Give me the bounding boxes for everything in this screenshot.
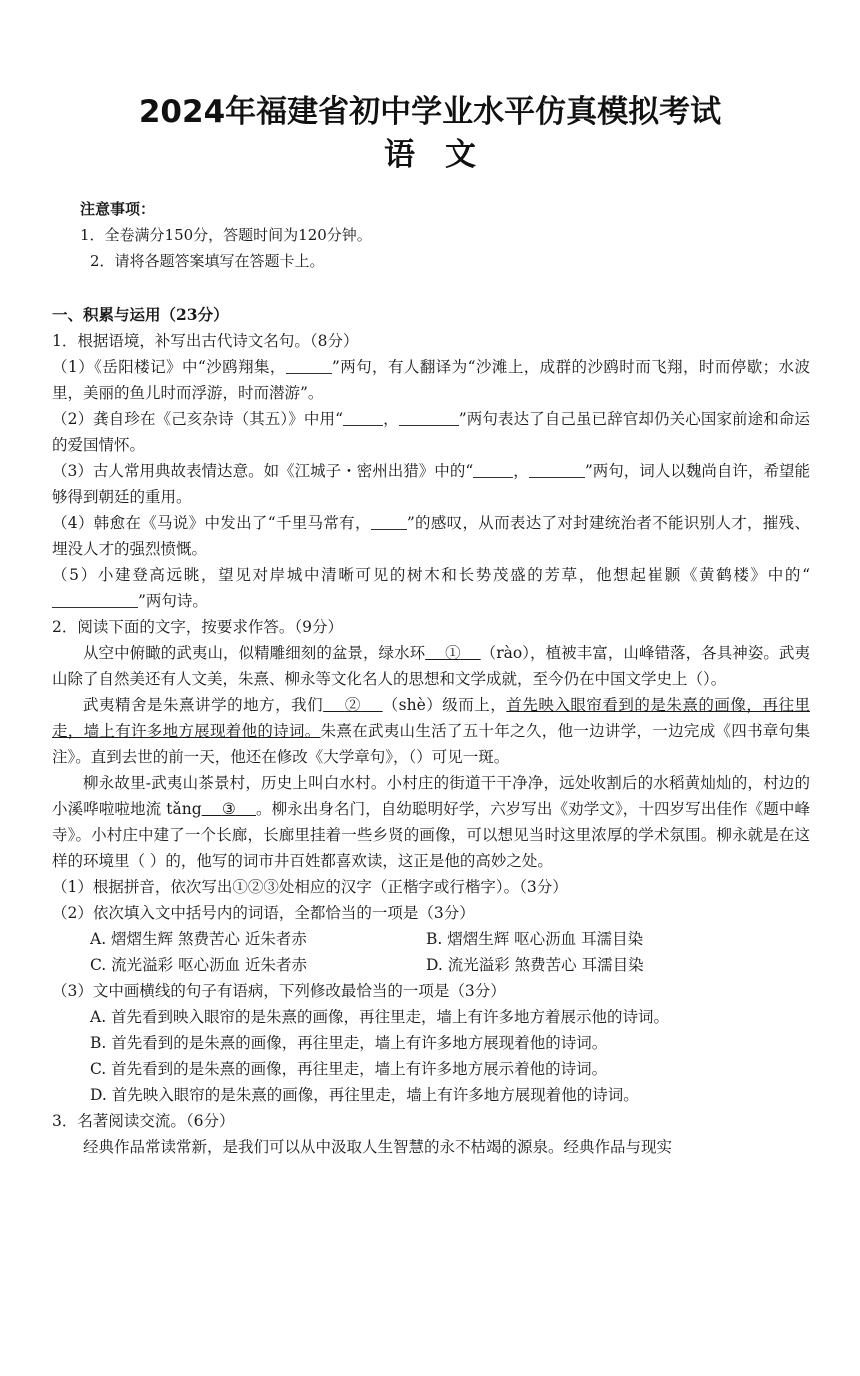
question-1-item-5: （5）小建登高远眺，望见对岸城中清晰可见的树木和长势茂盛的芳草，他想起崔颢《黄鹤楼》中的“”两句诗。 bbox=[52, 566, 810, 610]
question-3-stem: 3．名著阅读交流。（6分） bbox=[52, 1112, 235, 1130]
question-1-stem: 1．根据语境，补写出古代诗文名句。（8分） bbox=[52, 332, 359, 350]
answer-blank bbox=[343, 408, 383, 426]
answer-blank bbox=[52, 590, 138, 608]
sub-question-1: （1）根据拼音，依次写出①②③处相应的汉字（正楷字或行楷字）。（3分） bbox=[52, 878, 568, 896]
option-b: B. 首先看到的是朱熹的画像，再往里走，墙上有许多地方展现着他的诗词。 bbox=[90, 1034, 608, 1052]
question-2-stem: 2．阅读下面的文字，按要求作答。（9分） bbox=[52, 618, 343, 636]
underlined-sentence: 首先映入眼帘看到的是朱熹的画像，再往里走，墙上有许多地方展现着他的诗词。 bbox=[52, 696, 810, 740]
option-c: C. 首先看到的是朱熹的画像，再往里走，墙上有许多地方展示着他的诗词。 bbox=[90, 1060, 608, 1078]
subject-title: 语文 bbox=[384, 137, 506, 173]
notice-heading: 注意事项： bbox=[80, 200, 156, 218]
pinyin-blank-1: ① bbox=[445, 644, 461, 662]
options-row bbox=[52, 952, 810, 978]
answer-blank bbox=[529, 460, 585, 478]
pinyin-blank-3: ③ bbox=[221, 800, 236, 818]
option-b: B. 熠熠生辉 呕心沥血 耳濡目染 bbox=[426, 930, 644, 948]
answer-blank bbox=[286, 356, 332, 374]
question-1-item-2: （2）龚自珍在《己亥杂诗（其五）》中用“ ， ”两句表达了自己虽已辞官却仍关心国家前途和命运的爱国情怀。 bbox=[52, 410, 810, 454]
question-1-item-1: （1）《岳阳楼记》中“沙鸥翔集， ”两句，有人翻译为“沙滩上，成群的沙鸥时而飞翔，时而停歇；水波里，美丽的鱼儿时而浮游，时而潜游”。 bbox=[52, 358, 810, 402]
exam-title: 2024年福建省初中学业水平仿真模拟考试 bbox=[138, 94, 722, 130]
option-a: A. 熠熠生辉 煞费苦心 近朱者赤 bbox=[90, 930, 307, 948]
option-d: D. 首先映入眼帘的是朱熹的画像，再往里走，墙上有许多地方展现着他的诗词。 bbox=[90, 1086, 639, 1104]
option-c: C. 流光溢彩 呕心沥血 近朱者赤 bbox=[90, 956, 308, 974]
passage-paragraph-1: 从空中俯瞰的武夷山，似精雕细刻的盆景，绿水环 ① （rào），植被丰富，山峰错落，各具神姿。武夷山除了自然美还有人文美，朱熹、柳永等文化名人的思想和文学成就，至今仍在中国文学史上（）。 bbox=[52, 644, 810, 688]
sub-question-3: （3）文中画横线的句子有语病，下列修改最恰当的一项是（3分） bbox=[52, 982, 506, 1000]
question-3-paragraph: 经典作品常读常新，是我们可以从中汲取人生智慧的永不枯竭的源泉。经典作品与现实 bbox=[83, 1138, 673, 1156]
passage-paragraph-3: 柳永故里-武夷山茶景村，历史上叫白水村。小村庄的街道干干净净，远处收割后的水稻黄灿灿的，村边的小溪哗啦啦地流 tǎng ③ 。柳永出身名门，自幼聪明好学，六岁写出《劝学文》，十四岁写出佳作《题中峰寺》。小村庄中建了一个长廊，长廊里挂着一些乡贤的画像，可以想见当时这里浓厚的学术氛围。柳永就是在这样的环境里（ ）的，他写的词市井百姓都喜欢读，这正是他的高妙之处。 bbox=[52, 774, 810, 870]
exam-content bbox=[52, 302, 810, 1160]
answer-blank bbox=[399, 408, 459, 426]
answer-blank bbox=[473, 460, 513, 478]
pinyin-blank-2: ② bbox=[344, 696, 361, 714]
option-a: A. 首先看到映入眼帘的是朱熹的画像，再往里走，墙上有许多地方着展示他的诗词。 bbox=[90, 1008, 670, 1026]
option-d: D. 流光溢彩 煞费苦心 耳濡目染 bbox=[426, 956, 644, 974]
answer-blank bbox=[371, 512, 407, 530]
section-heading: 一、积累与运用（23分） bbox=[52, 305, 229, 324]
notice-item: 1．全卷满分150分，答题时间为120分钟。 bbox=[80, 226, 372, 244]
options-row bbox=[52, 926, 810, 952]
question-1-item-3: （3）古人常用典故表情达意。如《江城子・密州出猎》中的“ ， ”两句，词人以魏尚自许，希望能够得到朝廷的重用。 bbox=[52, 462, 810, 506]
question-1-item-4: （4）韩愈在《马说》中发出了“千里马常有， ”的感叹，从而表达了对封建统治者不能识别人才，摧残、埋没人才的强烈愤慨。 bbox=[52, 514, 810, 558]
notice-item: 2．请将各题答案填写在答题卡上。 bbox=[90, 252, 325, 270]
passage-paragraph-2: 武夷精舍是朱熹讲学的地方，我们 ② （shè）级而上，首先映入眼帘看到的是朱熹的画像，再往里走，墙上有许多地方展现着他的诗词。朱熹在武夷山生活了五十年之久，他一边讲学，一边完成《四书章句集注》。直到去世的前一天，他还在修改《大学章句》，（）可见一斑。 bbox=[52, 696, 810, 766]
sub-question-2: （2）依次填入文中括号内的词语，全都恰当的一项是（3分） bbox=[52, 904, 475, 922]
